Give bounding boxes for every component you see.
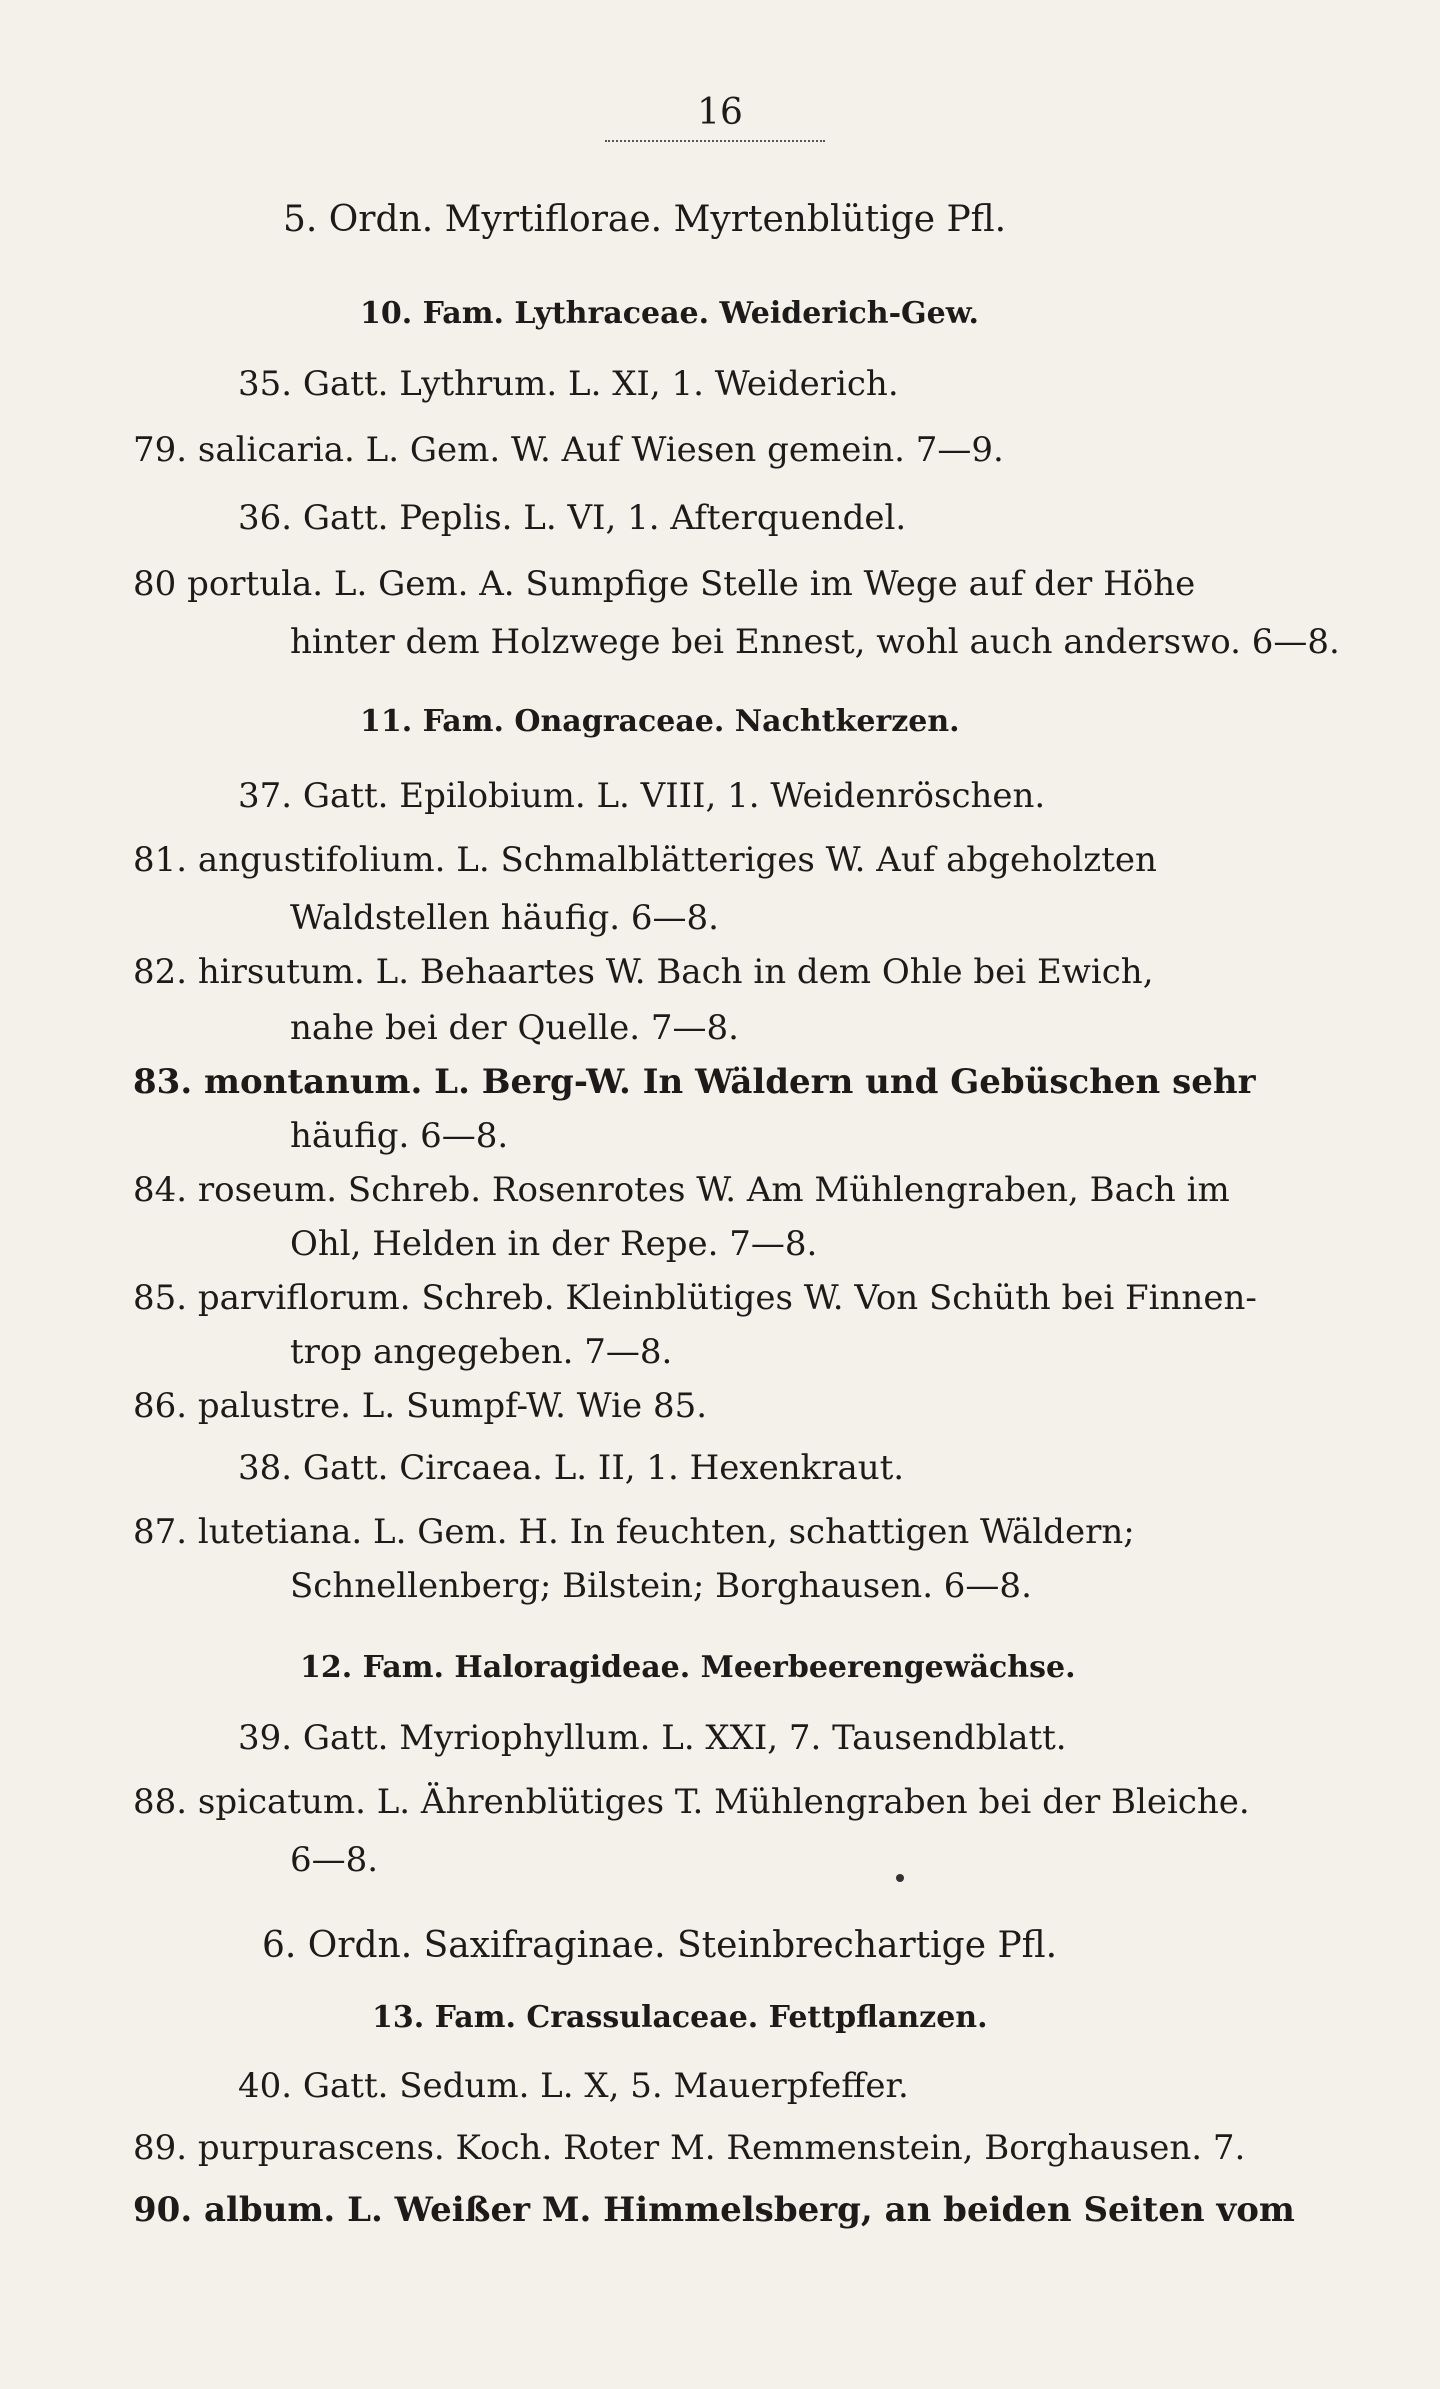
family-heading: 12. Fam. Haloragideae. Meerbeerengewächse.	[300, 1650, 1076, 1685]
species-line: 80 portula. L. Gem. A. Sumpfige Stelle im Wege auf der Höhe	[133, 564, 1196, 604]
species-line: 88. spicatum. L. Ährenblütiges T. Mühlengraben bei der Bleiche.	[133, 1782, 1250, 1822]
family-heading: 11. Fam. Onagraceae. Nachtkerzen.	[360, 704, 960, 739]
species-line: 85. parviflorum. Schreb. Kleinblütiges W. Von Schüth bei Finnen-	[133, 1278, 1257, 1318]
species-line: 90. album. L. Weißer M. Himmelsberg, an beiden Seiten vom	[133, 2190, 1295, 2230]
family-heading: 10. Fam. Lythraceae. Weiderich-Gew.	[360, 296, 979, 331]
species-line: 89. purpurascens. Koch. Roter M. Remmenstein, Borghausen. 7.	[133, 2128, 1246, 2168]
species-continuation: Ohl, Helden in der Repe. 7—8.	[290, 1224, 818, 1264]
order-heading: 5. Ordn. Myrtiflorae. Myrtenblütige Pfl.	[283, 199, 1007, 240]
species-line: 86. palustre. L. Sumpf-W. Wie 85.	[133, 1386, 708, 1426]
species-continuation: hinter dem Holzwege bei Ennest, wohl auch anderswo. 6—8.	[290, 622, 1340, 662]
genus-line: 37. Gatt. Epilobium. L. VIII, 1. Weidenröschen.	[238, 776, 1046, 816]
species-continuation: Waldstellen häufig. 6—8.	[290, 898, 719, 938]
genus-line: 35. Gatt. Lythrum. L. XI, 1. Weiderich.	[238, 364, 899, 404]
species-continuation: trop angegeben. 7—8.	[290, 1332, 673, 1372]
page-number-rule	[605, 140, 825, 142]
family-heading: 13. Fam. Crassulaceae. Fettpflanzen.	[372, 2000, 988, 2035]
species-continuation: häufig. 6—8.	[290, 1116, 509, 1156]
species-line: 81. angustifolium. L. Schmalblätteriges W. Auf abgeholzten	[133, 840, 1157, 880]
species-continuation: Schnellenberg; Bilstein; Borghausen. 6—8.	[290, 1566, 1032, 1606]
genus-line: 38. Gatt. Circaea. L. II, 1. Hexenkraut.	[238, 1448, 905, 1488]
page-number: 16	[697, 92, 743, 133]
genus-line: 39. Gatt. Myriophyllum. L. XXI, 7. Tausendblatt.	[238, 1718, 1067, 1758]
genus-line: 36. Gatt. Peplis. L. VI, 1. Afterquendel.	[238, 498, 907, 538]
species-continuation: 6—8.	[290, 1840, 379, 1880]
species-line: 82. hirsutum. L. Behaartes W. Bach in dem Ohle bei Ewich,	[133, 952, 1154, 992]
species-line: 83. montanum. L. Berg-W. In Wäldern und Gebüschen sehr	[133, 1062, 1256, 1102]
print-mark	[896, 1874, 904, 1882]
species-continuation: nahe bei der Quelle. 7—8.	[290, 1008, 739, 1048]
genus-line: 40. Gatt. Sedum. L. X, 5. Mauerpfeffer.	[238, 2066, 909, 2106]
species-line: 87. lutetiana. L. Gem. H. In feuchten, schattigen Wäldern;	[133, 1512, 1135, 1552]
species-line: 84. roseum. Schreb. Rosenrotes W. Am Mühlengraben, Bach im	[133, 1170, 1230, 1210]
order-heading: 6. Ordn. Saxifraginae. Steinbrechartige Pfl.	[262, 1925, 1058, 1966]
species-line: 79. salicaria. L. Gem. W. Auf Wiesen gemein. 7—9.	[133, 430, 1004, 470]
